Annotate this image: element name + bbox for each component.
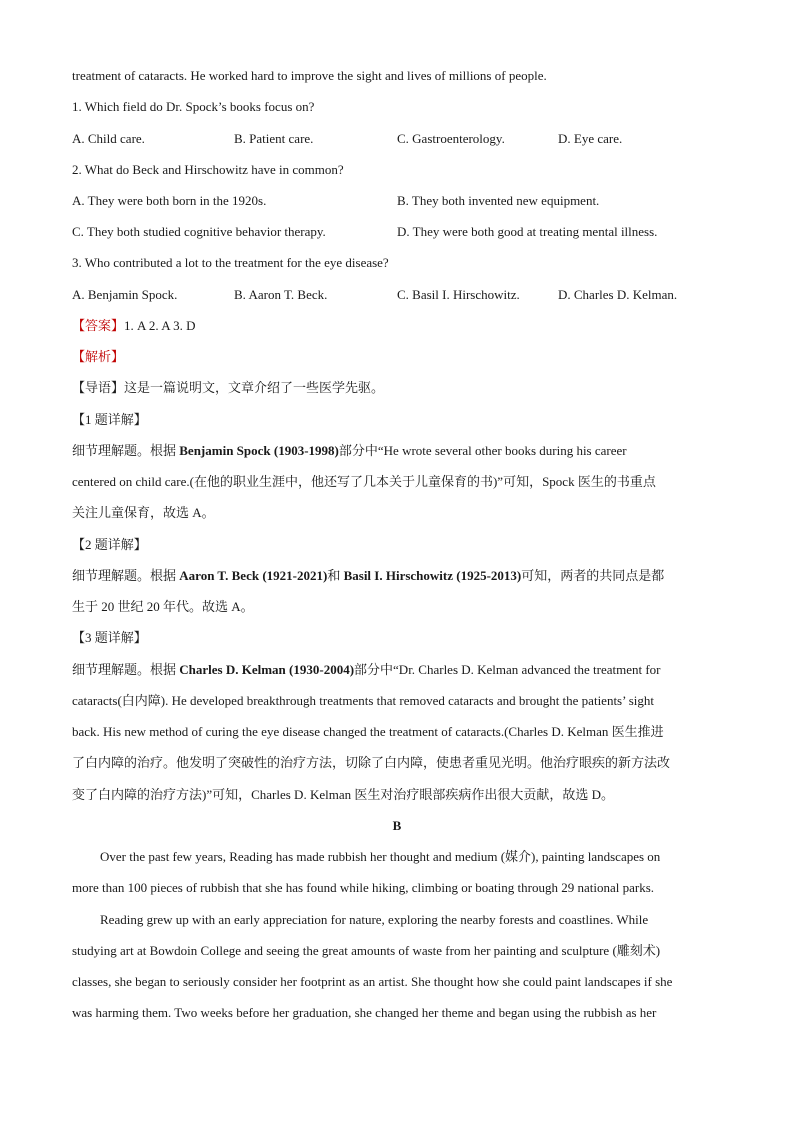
detail-3-line-3: back. His new method of curing the eye disease changed the treatment of cataracts.(Charles D. Kelman 医生推进: [72, 724, 664, 739]
text-span: 细节理解题。根据: [72, 568, 180, 583]
q3-option-d: D. Charles D. Kelman.: [558, 287, 678, 302]
q2-option-d: D. They were both good at treating mental illness.: [397, 224, 658, 239]
question-2: 2. What do Beck and Hirschowitz have in common?: [72, 162, 344, 177]
detail-2-line-2: 生于 20 世纪 20 年代。故选 A。: [72, 599, 254, 614]
bold-heading-ref: Benjamin Spock (1903-1998): [179, 443, 339, 458]
answer-line: [72, 316, 196, 336]
detail-2-line-1: [72, 566, 664, 586]
detail-3-line-4: 了白内障的治疗。他发明了突破性的治疗方法，切除了白内障，使患者重见光明。他治疗眼疾的新方法改: [72, 755, 671, 770]
q1-option-d: D. Eye care.: [558, 131, 623, 146]
text-span: 部分中“Dr. Charles D. Kelman advanced the treatment for: [354, 662, 661, 677]
bold-heading-ref: Basil I. Hirschowitz (1925-2013): [343, 568, 522, 583]
q2-option-c: C. They both studied cognitive behavior therapy.: [72, 224, 326, 239]
q3-option-c: C. Basil I. Hirschowitz.: [397, 287, 520, 302]
text-span: 细节理解题。根据: [72, 443, 180, 458]
q3-option-a: A. Benjamin Spock.: [72, 287, 178, 302]
detail-1-label: 【1 题详解】: [72, 412, 147, 427]
guide-label: 【导语】: [72, 380, 125, 395]
paragraph-2-line-1: Reading grew up with an early appreciation for nature, exploring the nearby forests and coastlines. While: [100, 912, 649, 927]
detail-3-line-2: cataracts(白内障). He developed breakthrough treatments that removed cataracts and brought the patients’ sight: [72, 693, 655, 708]
bold-heading-ref: Charles D. Kelman (1930-2004): [179, 662, 355, 677]
bold-heading-ref: Aaron T. Beck (1921-2021): [179, 568, 328, 583]
guide-line: [72, 378, 384, 398]
paragraph-1-line-1: Over the past few years, Reading has made rubbish her thought and medium (媒介), painting landscapes on: [100, 849, 661, 864]
q3-option-b: B. Aaron T. Beck.: [234, 287, 328, 302]
analysis-label: 【解析】: [72, 349, 125, 364]
text-span: 部分中“He wrote several other books during his career: [338, 443, 627, 458]
guide-text: 这是一篇说明文，文章介绍了一些医学先驱。: [124, 380, 385, 395]
detail-1-line-2: centered on child care.(在他的职业生涯中，他还写了几本关于儿童保育的书)”可知，Spock 医生的书重点: [72, 474, 656, 489]
paragraph-2-line-2: studying art at Bowdoin College and seeing the great amounts of waste from her painting and sculpture (雕刻术): [72, 943, 661, 958]
question-3: 3. Who contributed a lot to the treatment for the eye disease?: [72, 255, 389, 270]
q2-option-a: A. They were both born in the 1920s.: [72, 193, 267, 208]
answer-values: 1. A 2. A 3. D: [124, 318, 196, 333]
text-span: 可知，两者的共同点是都: [521, 568, 665, 583]
text-span: 和: [327, 568, 344, 583]
detail-1-line-3: 关注儿童保育，故选 A。: [72, 505, 215, 520]
q1-option-c: C. Gastroenterology.: [397, 131, 505, 146]
detail-3-line-1: [72, 660, 661, 680]
detail-3-label: 【3 题详解】: [72, 630, 147, 645]
question-1: 1. Which field do Dr. Spock’s books focus on?: [72, 99, 315, 114]
detail-2-label: 【2 题详解】: [72, 537, 147, 552]
detail-1-line-1: [72, 441, 627, 461]
text-line: treatment of cataracts. He worked hard to improve the sight and lives of millions of people.: [72, 68, 547, 83]
paragraph-1-line-2: more than 100 pieces of rubbish that she has found while hiking, climbing or boating through 29 national parks.: [72, 880, 655, 895]
answer-label: 【答案】: [72, 318, 125, 333]
q1-option-a: A. Child care.: [72, 131, 145, 146]
q2-option-b: B. They both invented new equipment.: [397, 193, 600, 208]
section-heading: B: [392, 818, 402, 833]
q1-option-b: B. Patient care.: [234, 131, 314, 146]
detail-3-line-5: 变了白内障的治疗方法)”可知，Charles D. Kelman 医生对治疗眼部疾病作出很大贡献，故选 D。: [72, 787, 614, 802]
paragraph-2-line-4: was harming them. Two weeks before her graduation, she changed her theme and began using the rubbish as her: [72, 1005, 657, 1020]
paragraph-2-line-3: classes, she began to seriously consider her footprint as an artist. She thought how she could paint landscapes if she: [72, 974, 673, 989]
text-span: 细节理解题。根据: [72, 662, 180, 677]
